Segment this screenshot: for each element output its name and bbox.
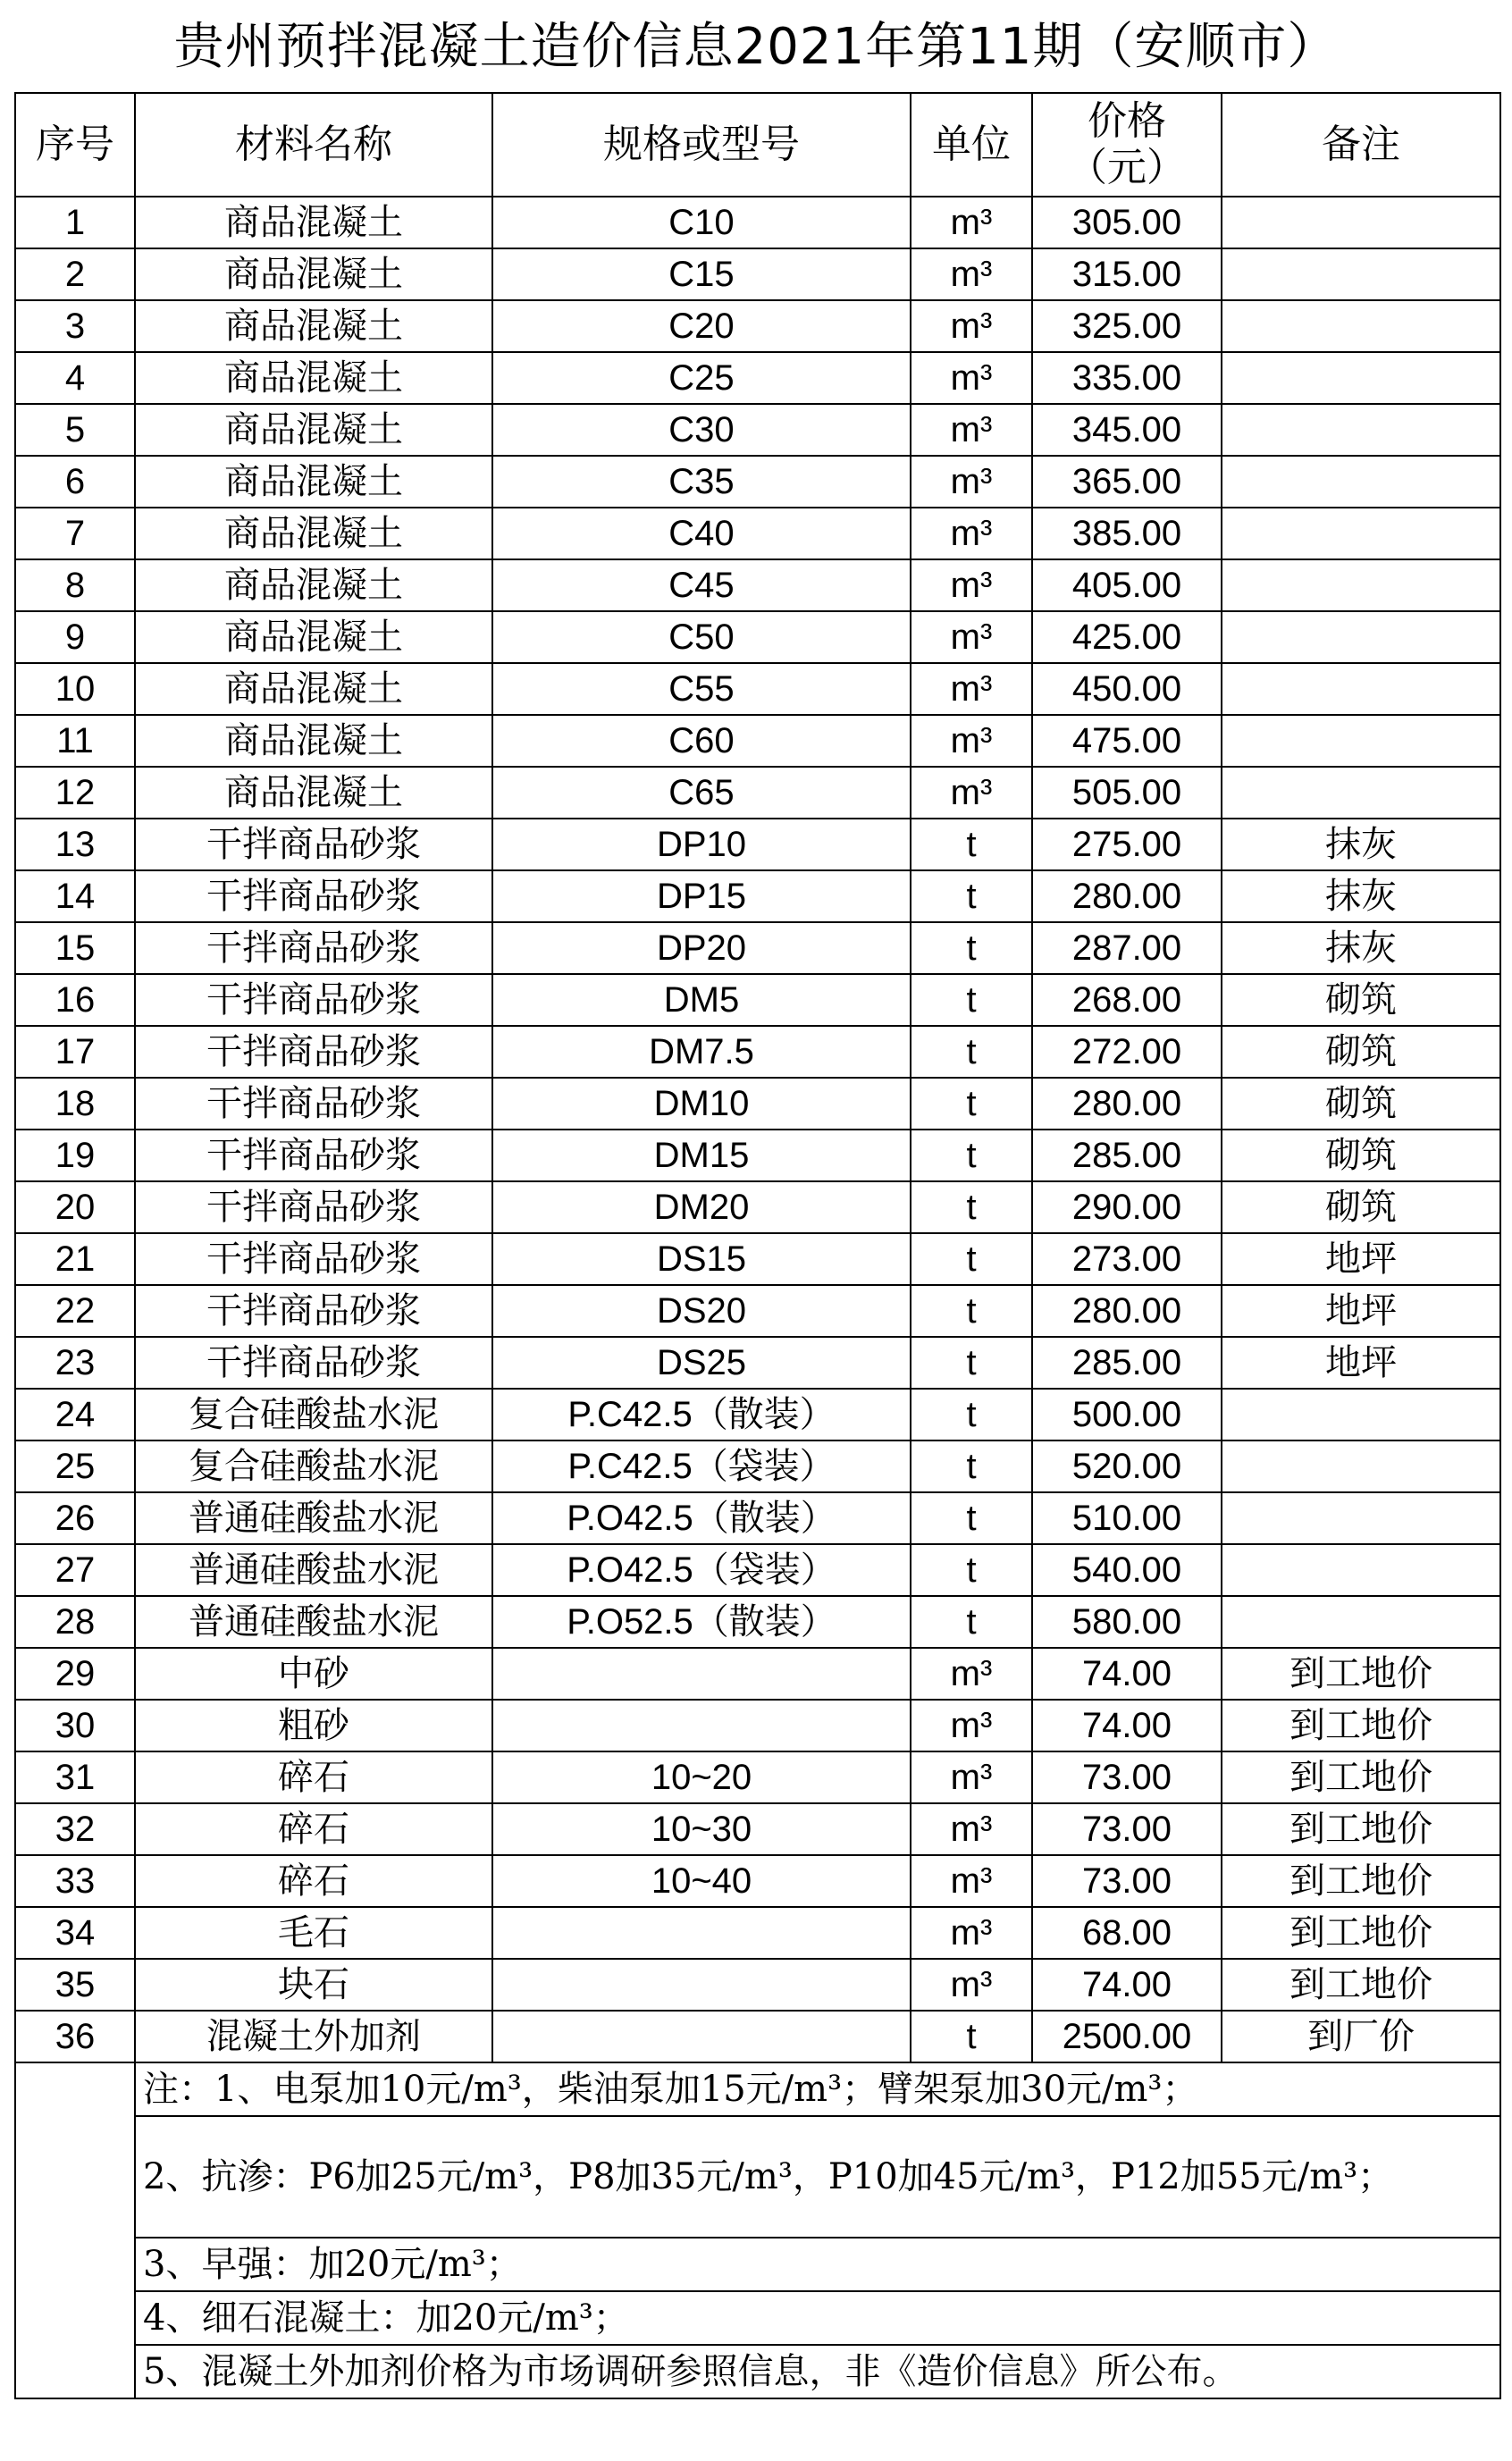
table-row: [15, 974, 1500, 1026]
cell-no: 24: [15, 1389, 135, 1440]
header-unit: 单位: [911, 93, 1032, 197]
table-header: [15, 93, 1500, 197]
cell-unit: t: [911, 2011, 1032, 2062]
cell-remark: 到工地价: [1222, 1907, 1500, 1959]
cell-name: 商品混凝土: [135, 300, 492, 352]
cell-price: 268.00: [1032, 974, 1222, 1026]
table-row: [15, 1285, 1500, 1337]
cell-price: 335.00: [1032, 352, 1222, 404]
cell-no: 19: [15, 1130, 135, 1181]
cell-price: 68.00: [1032, 1907, 1222, 1959]
note-text: 3、早强：加20元/m³；: [135, 2238, 1500, 2291]
table-row: [15, 715, 1500, 767]
table-row: [15, 1751, 1500, 1803]
cell-name: 商品混凝土: [135, 663, 492, 715]
cell-no: 36: [15, 2011, 135, 2062]
table-row: [15, 1337, 1500, 1389]
cell-price: 73.00: [1032, 1855, 1222, 1907]
cell-price: 280.00: [1032, 870, 1222, 922]
cell-remark: [1222, 352, 1500, 404]
cell-spec: DM10: [492, 1078, 911, 1130]
table-row: [15, 248, 1500, 300]
table-row: [15, 352, 1500, 404]
cell-remark: [1222, 456, 1500, 508]
table-row: [15, 1078, 1500, 1130]
table-row: [15, 611, 1500, 663]
cell-spec: [492, 1959, 911, 2011]
cell-unit: m³: [911, 1959, 1032, 2011]
cell-remark: 砌筑: [1222, 1026, 1500, 1078]
note-text: 4、细石混凝土：加20元/m³；: [135, 2291, 1500, 2345]
table-row: [15, 819, 1500, 870]
cell-no: 33: [15, 1855, 135, 1907]
cell-spec: C20: [492, 300, 911, 352]
note-spacer: [15, 2062, 135, 2116]
cell-unit: m³: [911, 1700, 1032, 1751]
cell-price: 580.00: [1032, 1596, 1222, 1648]
cell-remark: [1222, 611, 1500, 663]
table-row: [15, 1544, 1500, 1596]
cell-remark: [1222, 715, 1500, 767]
cell-unit: m³: [911, 1803, 1032, 1855]
table-row: [15, 1026, 1500, 1078]
cell-remark: 到厂价: [1222, 2011, 1500, 2062]
table-row: [15, 300, 1500, 352]
cell-unit: m³: [911, 1648, 1032, 1700]
cell-spec: C45: [492, 559, 911, 611]
table-row: [15, 559, 1500, 611]
cell-name: 商品混凝土: [135, 404, 492, 456]
cell-price: 272.00: [1032, 1026, 1222, 1078]
cell-name: 干拌商品砂浆: [135, 1078, 492, 1130]
cell-price: 73.00: [1032, 1803, 1222, 1855]
cell-price: 425.00: [1032, 611, 1222, 663]
note-spacer: [15, 2345, 135, 2398]
cell-spec: P.C42.5（袋装）: [492, 1440, 911, 1492]
cell-name: 普通硅酸盐水泥: [135, 1492, 492, 1544]
table-row: [15, 1130, 1500, 1181]
cell-spec: DM7.5: [492, 1026, 911, 1078]
cell-price: 290.00: [1032, 1181, 1222, 1233]
cell-no: 5: [15, 404, 135, 456]
cell-unit: t: [911, 1440, 1032, 1492]
cell-name: 碎石: [135, 1803, 492, 1855]
cell-name: 干拌商品砂浆: [135, 819, 492, 870]
cell-price: 475.00: [1032, 715, 1222, 767]
cell-no: 6: [15, 456, 135, 508]
note-text: 2、抗渗：P6加25元/m³，P8加35元/m³，P10加45元/m³，P12加55元/m³；: [135, 2116, 1500, 2238]
note-spacer: [15, 2291, 135, 2345]
table-row: [15, 404, 1500, 456]
cell-spec: DP20: [492, 922, 911, 974]
table-row: [15, 456, 1500, 508]
cell-no: 9: [15, 611, 135, 663]
cell-name: 干拌商品砂浆: [135, 1285, 492, 1337]
cell-price: 315.00: [1032, 248, 1222, 300]
table-row: [15, 1959, 1500, 2011]
cell-unit: m³: [911, 508, 1032, 559]
note-spacer: [15, 2238, 135, 2291]
cell-no: 16: [15, 974, 135, 1026]
cell-no: 18: [15, 1078, 135, 1130]
cell-remark: [1222, 1492, 1500, 1544]
page-title: 贵州预拌混凝土造价信息2021年第11期（安顺市）: [173, 18, 1339, 76]
cell-unit: m³: [911, 352, 1032, 404]
cell-name: 干拌商品砂浆: [135, 1337, 492, 1389]
cell-name: 复合硅酸盐水泥: [135, 1440, 492, 1492]
cell-price: 280.00: [1032, 1078, 1222, 1130]
cell-remark: [1222, 1440, 1500, 1492]
cell-unit: t: [911, 1389, 1032, 1440]
cell-price: 365.00: [1032, 456, 1222, 508]
header-spec: 规格或型号: [492, 93, 911, 197]
table-row: [15, 1389, 1500, 1440]
cell-no: 26: [15, 1492, 135, 1544]
cell-price: 2500.00: [1032, 2011, 1222, 2062]
note-row: [15, 2062, 1500, 2116]
header-price: 价格（元）: [1032, 93, 1222, 197]
cell-name: 商品混凝土: [135, 197, 492, 248]
cell-unit: m³: [911, 1907, 1032, 1959]
cell-price: 305.00: [1032, 197, 1222, 248]
cell-no: 20: [15, 1181, 135, 1233]
cell-no: 7: [15, 508, 135, 559]
table-row: [15, 1855, 1500, 1907]
cell-unit: m³: [911, 715, 1032, 767]
cell-no: 14: [15, 870, 135, 922]
table-row: [15, 767, 1500, 819]
cell-unit: t: [911, 819, 1032, 870]
table-row: [15, 663, 1500, 715]
cell-name: 碎石: [135, 1751, 492, 1803]
table-row: [15, 1181, 1500, 1233]
cell-unit: m³: [911, 1855, 1032, 1907]
cell-price: 520.00: [1032, 1440, 1222, 1492]
cell-unit: t: [911, 1026, 1032, 1078]
cell-spec: C40: [492, 508, 911, 559]
cell-name: 干拌商品砂浆: [135, 870, 492, 922]
cell-remark: [1222, 663, 1500, 715]
cell-spec: P.O52.5（散装）: [492, 1596, 911, 1648]
cell-price: 285.00: [1032, 1337, 1222, 1389]
cell-name: 复合硅酸盐水泥: [135, 1389, 492, 1440]
cell-remark: [1222, 1596, 1500, 1648]
note-spacer: [15, 2116, 135, 2238]
cell-remark: 砌筑: [1222, 974, 1500, 1026]
cell-name: 商品混凝土: [135, 767, 492, 819]
cell-name: 毛石: [135, 1907, 492, 1959]
table-row: [15, 1907, 1500, 1959]
cell-unit: m³: [911, 663, 1032, 715]
cell-name: 商品混凝土: [135, 611, 492, 663]
table-row: [15, 1492, 1500, 1544]
cell-unit: t: [911, 1233, 1032, 1285]
cell-no: 21: [15, 1233, 135, 1285]
cell-unit: m³: [911, 197, 1032, 248]
cell-name: 商品混凝土: [135, 352, 492, 404]
cell-remark: 砌筑: [1222, 1181, 1500, 1233]
cell-price: 385.00: [1032, 508, 1222, 559]
cell-no: 15: [15, 922, 135, 974]
cell-price: 275.00: [1032, 819, 1222, 870]
cell-spec: DM20: [492, 1181, 911, 1233]
cell-price: 500.00: [1032, 1389, 1222, 1440]
cell-unit: t: [911, 870, 1032, 922]
cell-remark: [1222, 1544, 1500, 1596]
cell-remark: 抹灰: [1222, 819, 1500, 870]
cell-remark: 地坪: [1222, 1233, 1500, 1285]
cell-spec: C50: [492, 611, 911, 663]
cell-remark: 到工地价: [1222, 1700, 1500, 1751]
cell-name: 中砂: [135, 1648, 492, 1700]
cell-spec: C60: [492, 715, 911, 767]
cell-no: 17: [15, 1026, 135, 1078]
table-row: [15, 508, 1500, 559]
cell-remark: 抹灰: [1222, 870, 1500, 922]
cell-unit: t: [911, 1544, 1032, 1596]
cell-price: 510.00: [1032, 1492, 1222, 1544]
cell-remark: 到工地价: [1222, 1751, 1500, 1803]
cell-no: 29: [15, 1648, 135, 1700]
cell-remark: [1222, 508, 1500, 559]
cell-name: 普通硅酸盐水泥: [135, 1544, 492, 1596]
cell-spec: DS15: [492, 1233, 911, 1285]
cell-unit: m³: [911, 611, 1032, 663]
cell-spec: DM5: [492, 974, 911, 1026]
cell-spec: P.C42.5（散装）: [492, 1389, 911, 1440]
cell-remark: 到工地价: [1222, 1648, 1500, 1700]
cell-price: 74.00: [1032, 1648, 1222, 1700]
cell-spec: [492, 1700, 911, 1751]
cell-spec: DS20: [492, 1285, 911, 1337]
cell-name: 商品混凝土: [135, 456, 492, 508]
cell-unit: t: [911, 1596, 1032, 1648]
cell-unit: t: [911, 1285, 1032, 1337]
cell-no: 35: [15, 1959, 135, 2011]
cell-no: 28: [15, 1596, 135, 1648]
cell-spec: [492, 1907, 911, 1959]
cell-spec: C30: [492, 404, 911, 456]
cell-no: 12: [15, 767, 135, 819]
note-text: 5、混凝土外加剂价格为市场调研参照信息，非《造价信息》所公布。: [135, 2345, 1500, 2398]
cell-remark: [1222, 197, 1500, 248]
cell-name: 块石: [135, 1959, 492, 2011]
cell-spec: 10~40: [492, 1855, 911, 1907]
cell-spec: C65: [492, 767, 911, 819]
cell-unit: t: [911, 974, 1032, 1026]
cell-unit: m³: [911, 767, 1032, 819]
cell-spec: C35: [492, 456, 911, 508]
price-table: [14, 92, 1501, 2399]
cell-unit: t: [911, 922, 1032, 974]
cell-no: 27: [15, 1544, 135, 1596]
table-body: [15, 197, 1500, 2062]
cell-price: 505.00: [1032, 767, 1222, 819]
cell-unit: t: [911, 1130, 1032, 1181]
cell-spec: 10~30: [492, 1803, 911, 1855]
table-row: [15, 1440, 1500, 1492]
cell-name: 商品混凝土: [135, 559, 492, 611]
cell-name: 混凝土外加剂: [135, 2011, 492, 2062]
cell-unit: m³: [911, 404, 1032, 456]
cell-no: 1: [15, 197, 135, 248]
cell-spec: [492, 1648, 911, 1700]
cell-price: 345.00: [1032, 404, 1222, 456]
cell-unit: t: [911, 1078, 1032, 1130]
cell-spec: C55: [492, 663, 911, 715]
cell-remark: [1222, 248, 1500, 300]
cell-remark: 抹灰: [1222, 922, 1500, 974]
cell-no: 30: [15, 1700, 135, 1751]
cell-no: 34: [15, 1907, 135, 1959]
cell-unit: t: [911, 1181, 1032, 1233]
table-row: [15, 1648, 1500, 1700]
cell-name: 粗砂: [135, 1700, 492, 1751]
cell-spec: DP10: [492, 819, 911, 870]
cell-no: 23: [15, 1337, 135, 1389]
cell-name: 干拌商品砂浆: [135, 1026, 492, 1078]
cell-name: 商品混凝土: [135, 508, 492, 559]
cell-spec: [492, 2011, 911, 2062]
cell-price: 450.00: [1032, 663, 1222, 715]
table-row: [15, 870, 1500, 922]
header-no: 序号: [15, 93, 135, 197]
cell-price: 285.00: [1032, 1130, 1222, 1181]
cell-price: 74.00: [1032, 1959, 1222, 2011]
cell-spec: 10~20: [492, 1751, 911, 1803]
cell-remark: [1222, 1389, 1500, 1440]
cell-remark: 到工地价: [1222, 1803, 1500, 1855]
cell-spec: DM15: [492, 1130, 911, 1181]
cell-no: 10: [15, 663, 135, 715]
cell-price: 287.00: [1032, 922, 1222, 974]
table-row: [15, 922, 1500, 974]
cell-no: 11: [15, 715, 135, 767]
cell-remark: 到工地价: [1222, 1959, 1500, 2011]
cell-no: 13: [15, 819, 135, 870]
cell-name: 干拌商品砂浆: [135, 974, 492, 1026]
cell-name: 干拌商品砂浆: [135, 1130, 492, 1181]
header-name: 材料名称: [135, 93, 492, 197]
cell-spec: C25: [492, 352, 911, 404]
table-row: [15, 1233, 1500, 1285]
cell-remark: [1222, 559, 1500, 611]
cell-name: 碎石: [135, 1855, 492, 1907]
cell-spec: C10: [492, 197, 911, 248]
cell-price: 73.00: [1032, 1751, 1222, 1803]
cell-no: 4: [15, 352, 135, 404]
cell-unit: t: [911, 1492, 1032, 1544]
cell-spec: C15: [492, 248, 911, 300]
cell-no: 25: [15, 1440, 135, 1492]
cell-no: 3: [15, 300, 135, 352]
cell-spec: DS25: [492, 1337, 911, 1389]
cell-no: 32: [15, 1803, 135, 1855]
table-row: [15, 1700, 1500, 1751]
cell-unit: m³: [911, 1751, 1032, 1803]
cell-name: 商品混凝土: [135, 248, 492, 300]
cell-no: 2: [15, 248, 135, 300]
cell-remark: [1222, 767, 1500, 819]
cell-remark: [1222, 404, 1500, 456]
notes-section: [15, 2062, 1500, 2398]
cell-price: 540.00: [1032, 1544, 1222, 1596]
note-row: [15, 2291, 1500, 2345]
note-row: [15, 2116, 1500, 2238]
cell-price: 280.00: [1032, 1285, 1222, 1337]
cell-no: 8: [15, 559, 135, 611]
table-row: [15, 1596, 1500, 1648]
table-row: [15, 1803, 1500, 1855]
note-row: [15, 2238, 1500, 2291]
cell-spec: DP15: [492, 870, 911, 922]
cell-price: 405.00: [1032, 559, 1222, 611]
cell-name: 普通硅酸盐水泥: [135, 1596, 492, 1648]
cell-name: 商品混凝土: [135, 715, 492, 767]
cell-price: 273.00: [1032, 1233, 1222, 1285]
note-row: [15, 2345, 1500, 2398]
cell-no: 31: [15, 1751, 135, 1803]
cell-spec: P.O42.5（袋装）: [492, 1544, 911, 1596]
cell-remark: 地坪: [1222, 1285, 1500, 1337]
cell-unit: m³: [911, 248, 1032, 300]
cell-remark: [1222, 300, 1500, 352]
cell-unit: m³: [911, 456, 1032, 508]
header-remark: 备注: [1222, 93, 1500, 197]
table-row: [15, 2011, 1500, 2062]
cell-name: 干拌商品砂浆: [135, 1233, 492, 1285]
cell-no: 22: [15, 1285, 135, 1337]
cell-remark: 砌筑: [1222, 1078, 1500, 1130]
cell-remark: 到工地价: [1222, 1855, 1500, 1907]
cell-price: 325.00: [1032, 300, 1222, 352]
table-row: [15, 197, 1500, 248]
cell-remark: 地坪: [1222, 1337, 1500, 1389]
cell-remark: 砌筑: [1222, 1130, 1500, 1181]
note-text: 注：1、电泵加10元/m³，柴油泵加15元/m³；臂架泵加30元/m³；: [135, 2062, 1500, 2116]
cell-unit: m³: [911, 559, 1032, 611]
cell-unit: t: [911, 1337, 1032, 1389]
cell-name: 干拌商品砂浆: [135, 1181, 492, 1233]
cell-price: 74.00: [1032, 1700, 1222, 1751]
cell-spec: P.O42.5（散装）: [492, 1492, 911, 1544]
cell-name: 干拌商品砂浆: [135, 922, 492, 974]
cell-unit: m³: [911, 300, 1032, 352]
